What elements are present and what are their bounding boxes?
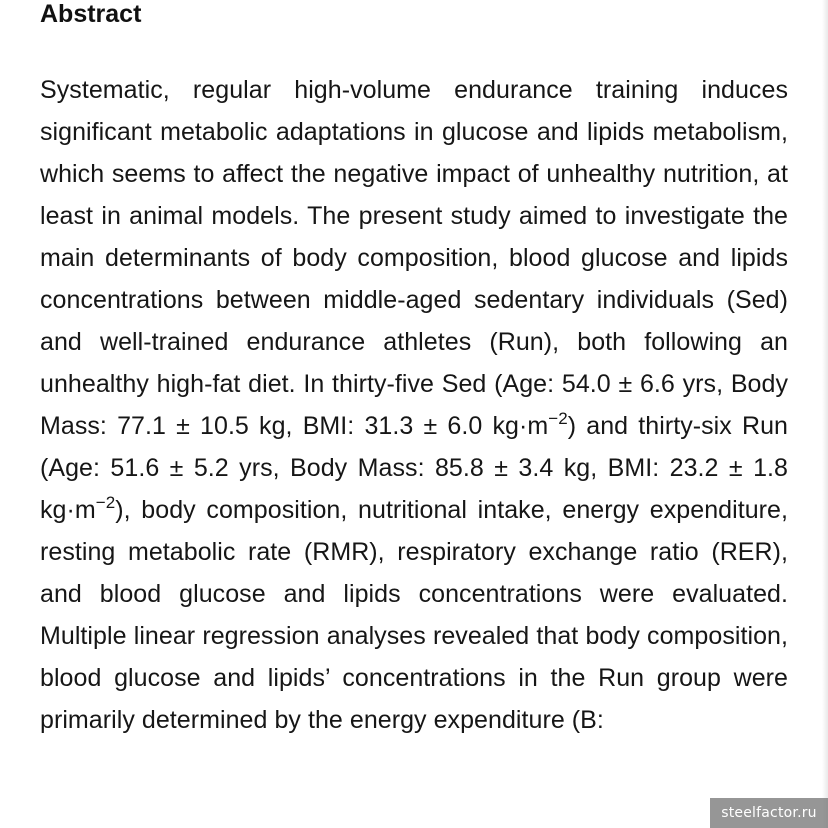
- abstract-text-part-2: ) and thirty-six Run (Age: 51.6 ± 5.2 yrs, Body Mass: 85.8 ± 3.4 kg, BMI: 23.2 ± 1.8 kg·m: [40, 412, 789, 524]
- superscript-unit-2: −2: [95, 492, 116, 512]
- abstract-text-part-1: Systematic, regular high-volume endurance training induces significant metabolic adaptations in glucose and lipids metabolism, which seems to affect the negative impact of unhealthy nutrition, at least in animal models. The present study aimed to investigate the main determinants of body composition, blood glucose and lipids concentrations between middle-aged sedentary individuals (Sed) and well-trained endurance athletes (Run), both following an unhealthy high-fat diet. In thirty-five Sed (Age: 54.0 ± 6.6 yrs, Body Mass: 77.1 ± 10.5 kg, BMI: 31.3 ± 6.0 kg·m: [40, 76, 788, 440]
- abstract-text: [40, 69, 788, 741]
- abstract-heading: Abstract: [40, 0, 142, 28]
- watermark-label: steelfactor.ru: [710, 798, 828, 828]
- abstract-text-part-3: ), body composition, nutritional intake, energy expenditure, resting metabolic rate (RMR), respiratory exchange ratio (RER), and blood glucose and lipids concentrations were evaluated. Multiple linear regression analyses revealed that body composition, blood glucose and lipids’ concentrations in the Run group were primarily determined by the energy expenditure (B:: [40, 496, 788, 734]
- page-edge-shadow: [822, 0, 828, 828]
- superscript-unit-1: −2: [548, 408, 568, 428]
